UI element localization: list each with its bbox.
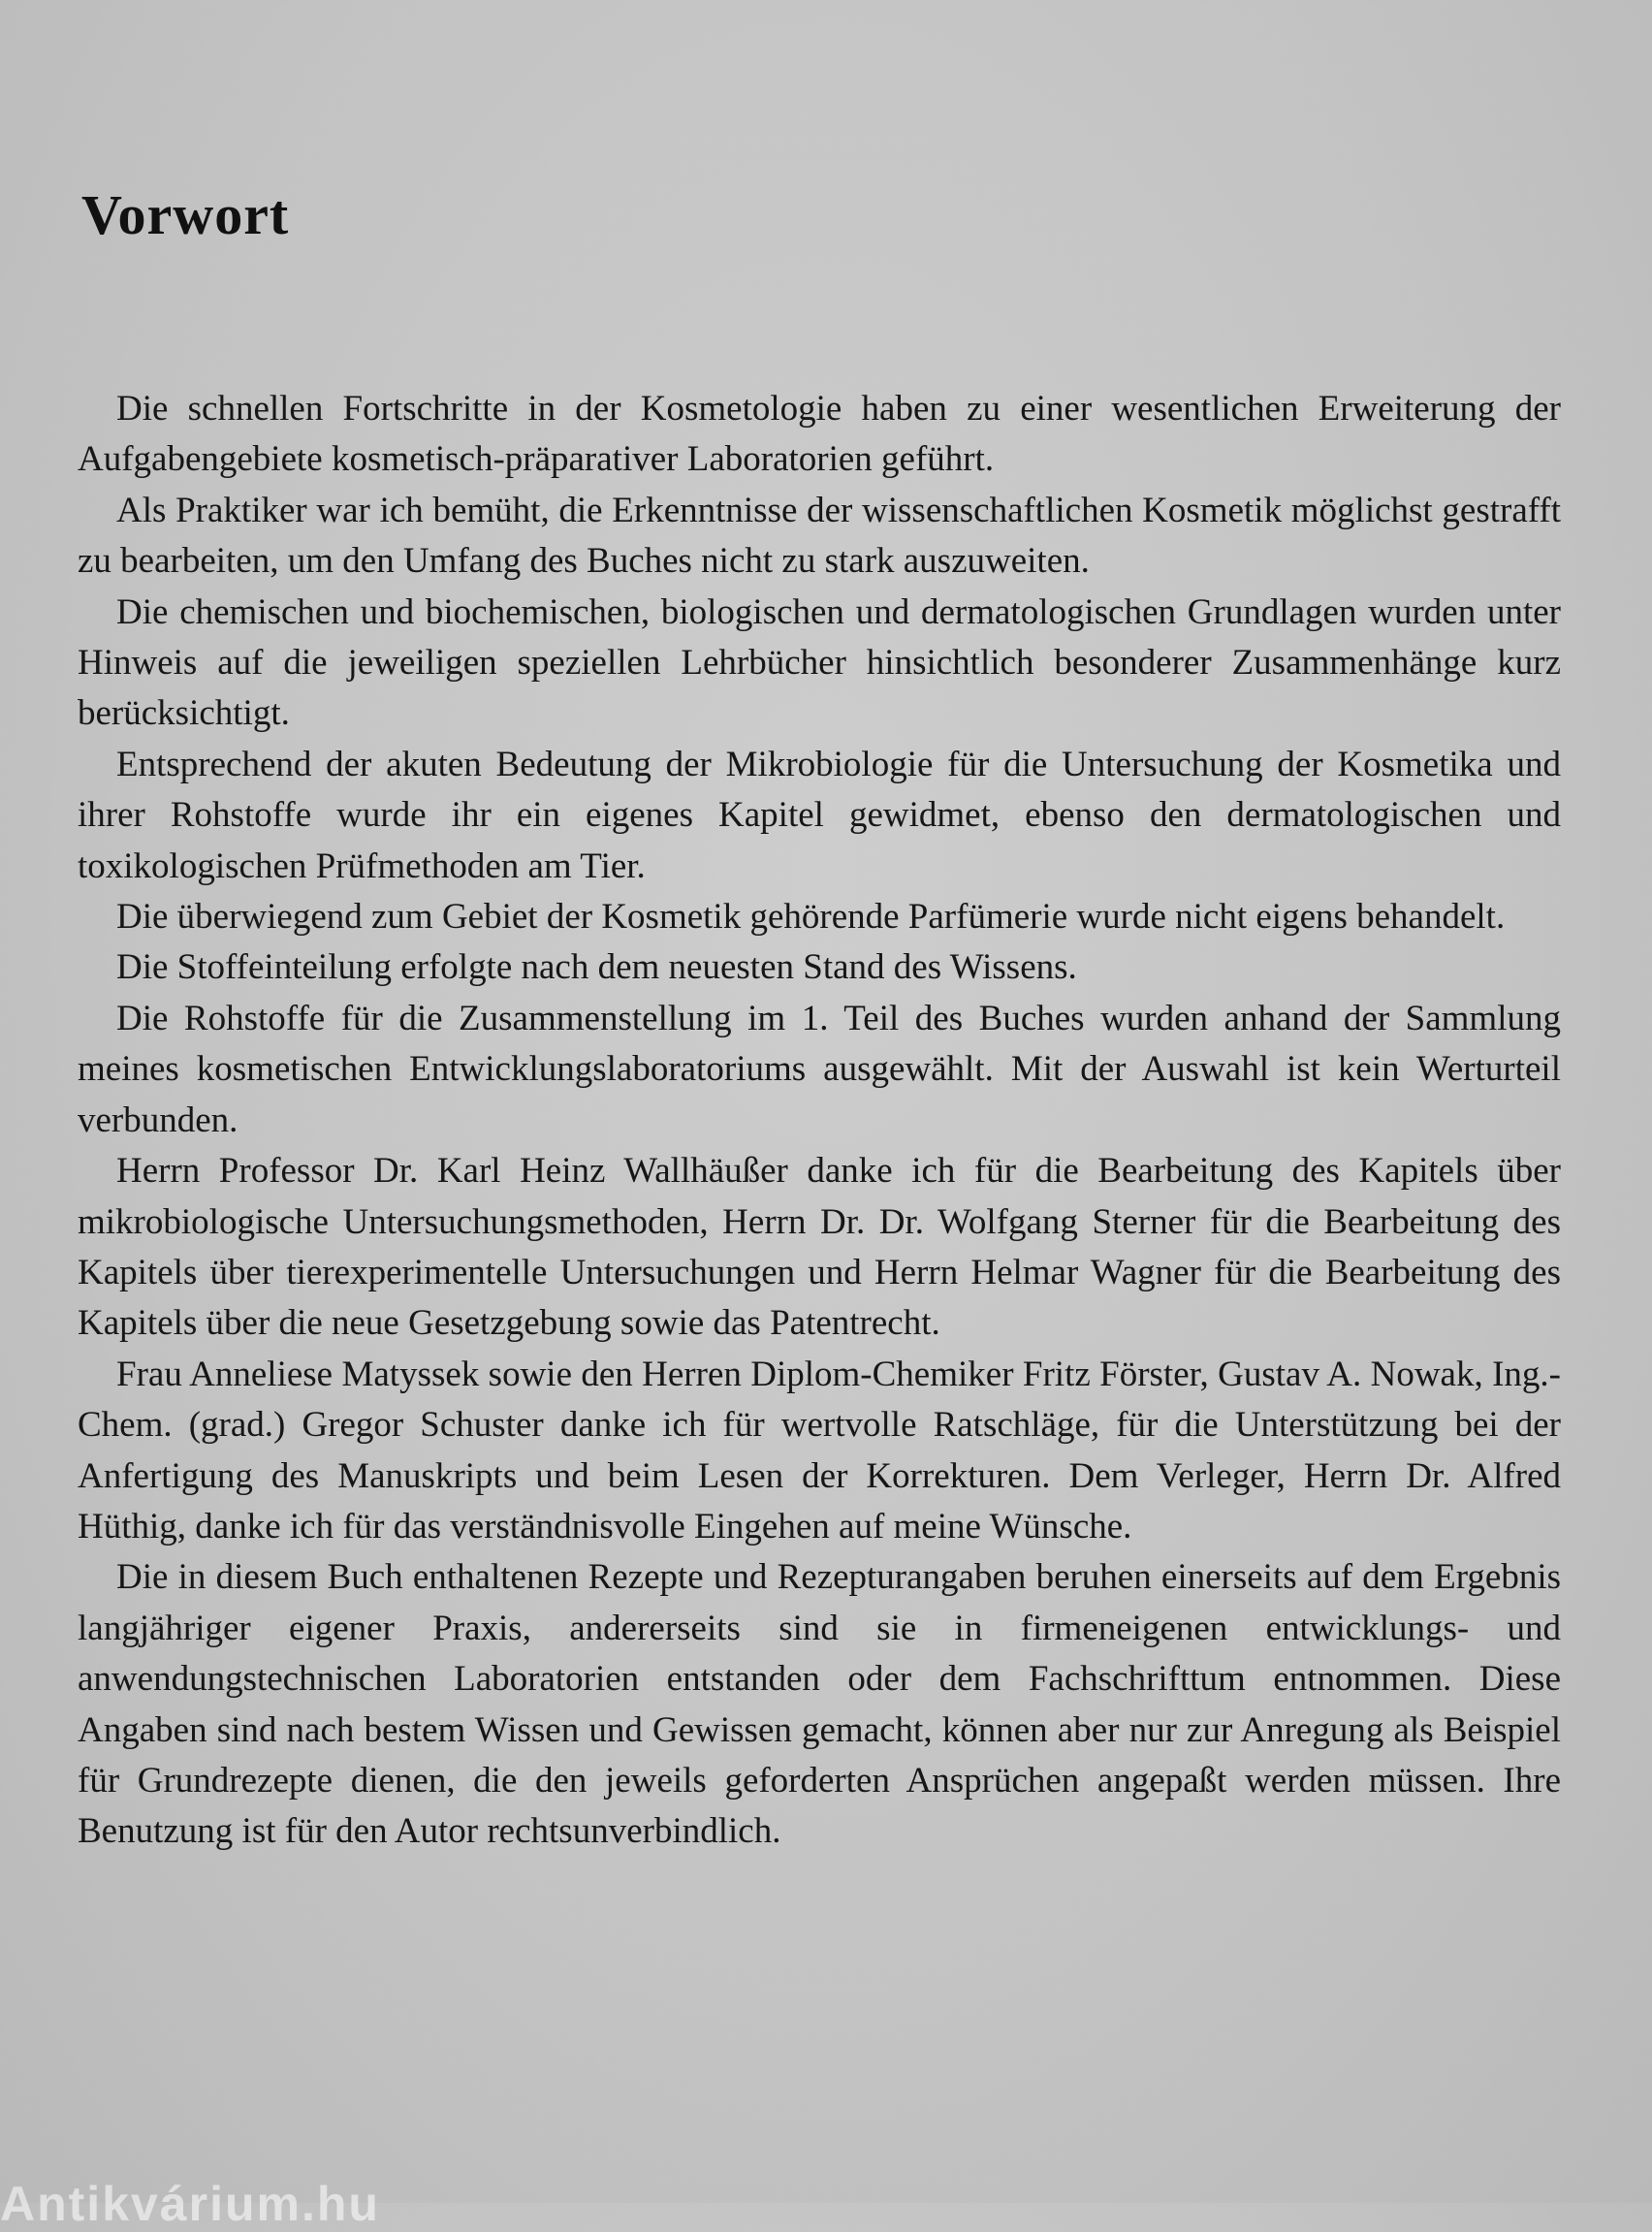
paragraph-praktiker: Als Praktiker war ich bemüht, die Erkenntnisse der wissenschaftlichen Kosmetik möglichst gestrafft zu bearbeiten, um den Umfang des Buches nicht zu stark auszuweiten. — [78, 490, 1561, 582]
paragraph-stoffeinteilung: Die Stoffeinteilung erfolgte nach dem neuesten Stand des Wissens. — [116, 947, 1077, 988]
paragraph-grundlagen: Die chemischen und biochemischen, biologischen und dermatologischen Grundlagen wurden unter Hinweis auf die jeweiligen speziellen Lehrbücher hinsichtlich besonderer Zusammenhänge kurz berücksichtigt. — [78, 591, 1561, 734]
watermark-logo: Antikvárium.hu — [0, 2177, 380, 2231]
paragraph-parfuemerie: Die überwiegend zum Gebiet der Kosmetik gehörende Parfümerie wurde nicht eigens behandelt. — [116, 897, 1506, 938]
paragraph-dank-ratschlaege: Frau Anneliese Matyssek sowie den Herren Diplom-Chemiker Fritz Förster, Gustav A. Nowak, Ing.-Chem. (grad.) Gregor Schuster danke ich für wertvolle Ratschläge, für die Unterstützung bei der Anfertigung des Manuskripts und beim Lesen der Korrekturen. Dem Verleger, Herrn Dr. Alfred Hüthig, danke ich für das verständnisvolle Eingehen auf meine Wünsche. — [78, 1354, 1561, 1546]
preface-body — [78, 384, 1561, 1858]
page-title: Vorwort — [81, 183, 290, 246]
paragraph-rohstoffe: Die Rohstoffe für die Zusammenstellung im 1. Teil des Buches wurden anhand der Sammlung meines kosmetischen Entwicklungslaboratoriums ausgewählt. Mit der Auswahl ist kein Werturteil verbunden. — [78, 998, 1561, 1140]
paragraph-mikrobiologie: Entsprechend der akuten Bedeutung der Mikrobiologie für die Untersuchung der Kosmetika und ihrer Rohstoffe wurde ihr ein eigenes Kapitel gewidmet, ebenso den dermatologischen und toxikologischen Prüfmethoden am Tier. — [78, 744, 1561, 886]
paragraph-kosmetologie: Die schnellen Fortschritte in der Kosmetologie haben zu einer wesentlichen Erweiterung der Aufgabengebiete kosmetisch-präparativer Laboratorien geführt. — [78, 389, 1561, 480]
paragraph-dank-bearbeitung: Herrn Professor Dr. Karl Heinz Wallhäußer danke ich für die Bearbeitung des Kapitels über mikrobiologische Untersuchungsmethoden, Herrn Dr. Dr. Wolfgang Sterner für die Bearbeitung des Kapitels über tierexperimentelle Untersuchungen und Herrn Helmar Wagner für die Bearbeitung des Kapitels über die neue Gesetzgebung sowie das Patentrecht. — [78, 1151, 1561, 1344]
paragraph-rezepte: Die in diesem Buch enthaltenen Rezepte und Rezepturangaben beruhen einerseits auf dem Ergebnis langjähriger eigener Praxis, andererseits sind sie in firmeneigenen entwicklungs- und anwendungstechnischen Laboratorien entstanden oder dem Fachschrifttum entnommen. Diese Angaben sind nach bestem Wissen und Gewissen gemacht, können aber nur zur Anregung als Beispiel für Grundrezepte dienen, die den jeweils geforderten Ansprüchen angepaßt werden müssen. Ihre Benutzung ist für den Autor rechtsunverbindlich. — [78, 1557, 1561, 1852]
